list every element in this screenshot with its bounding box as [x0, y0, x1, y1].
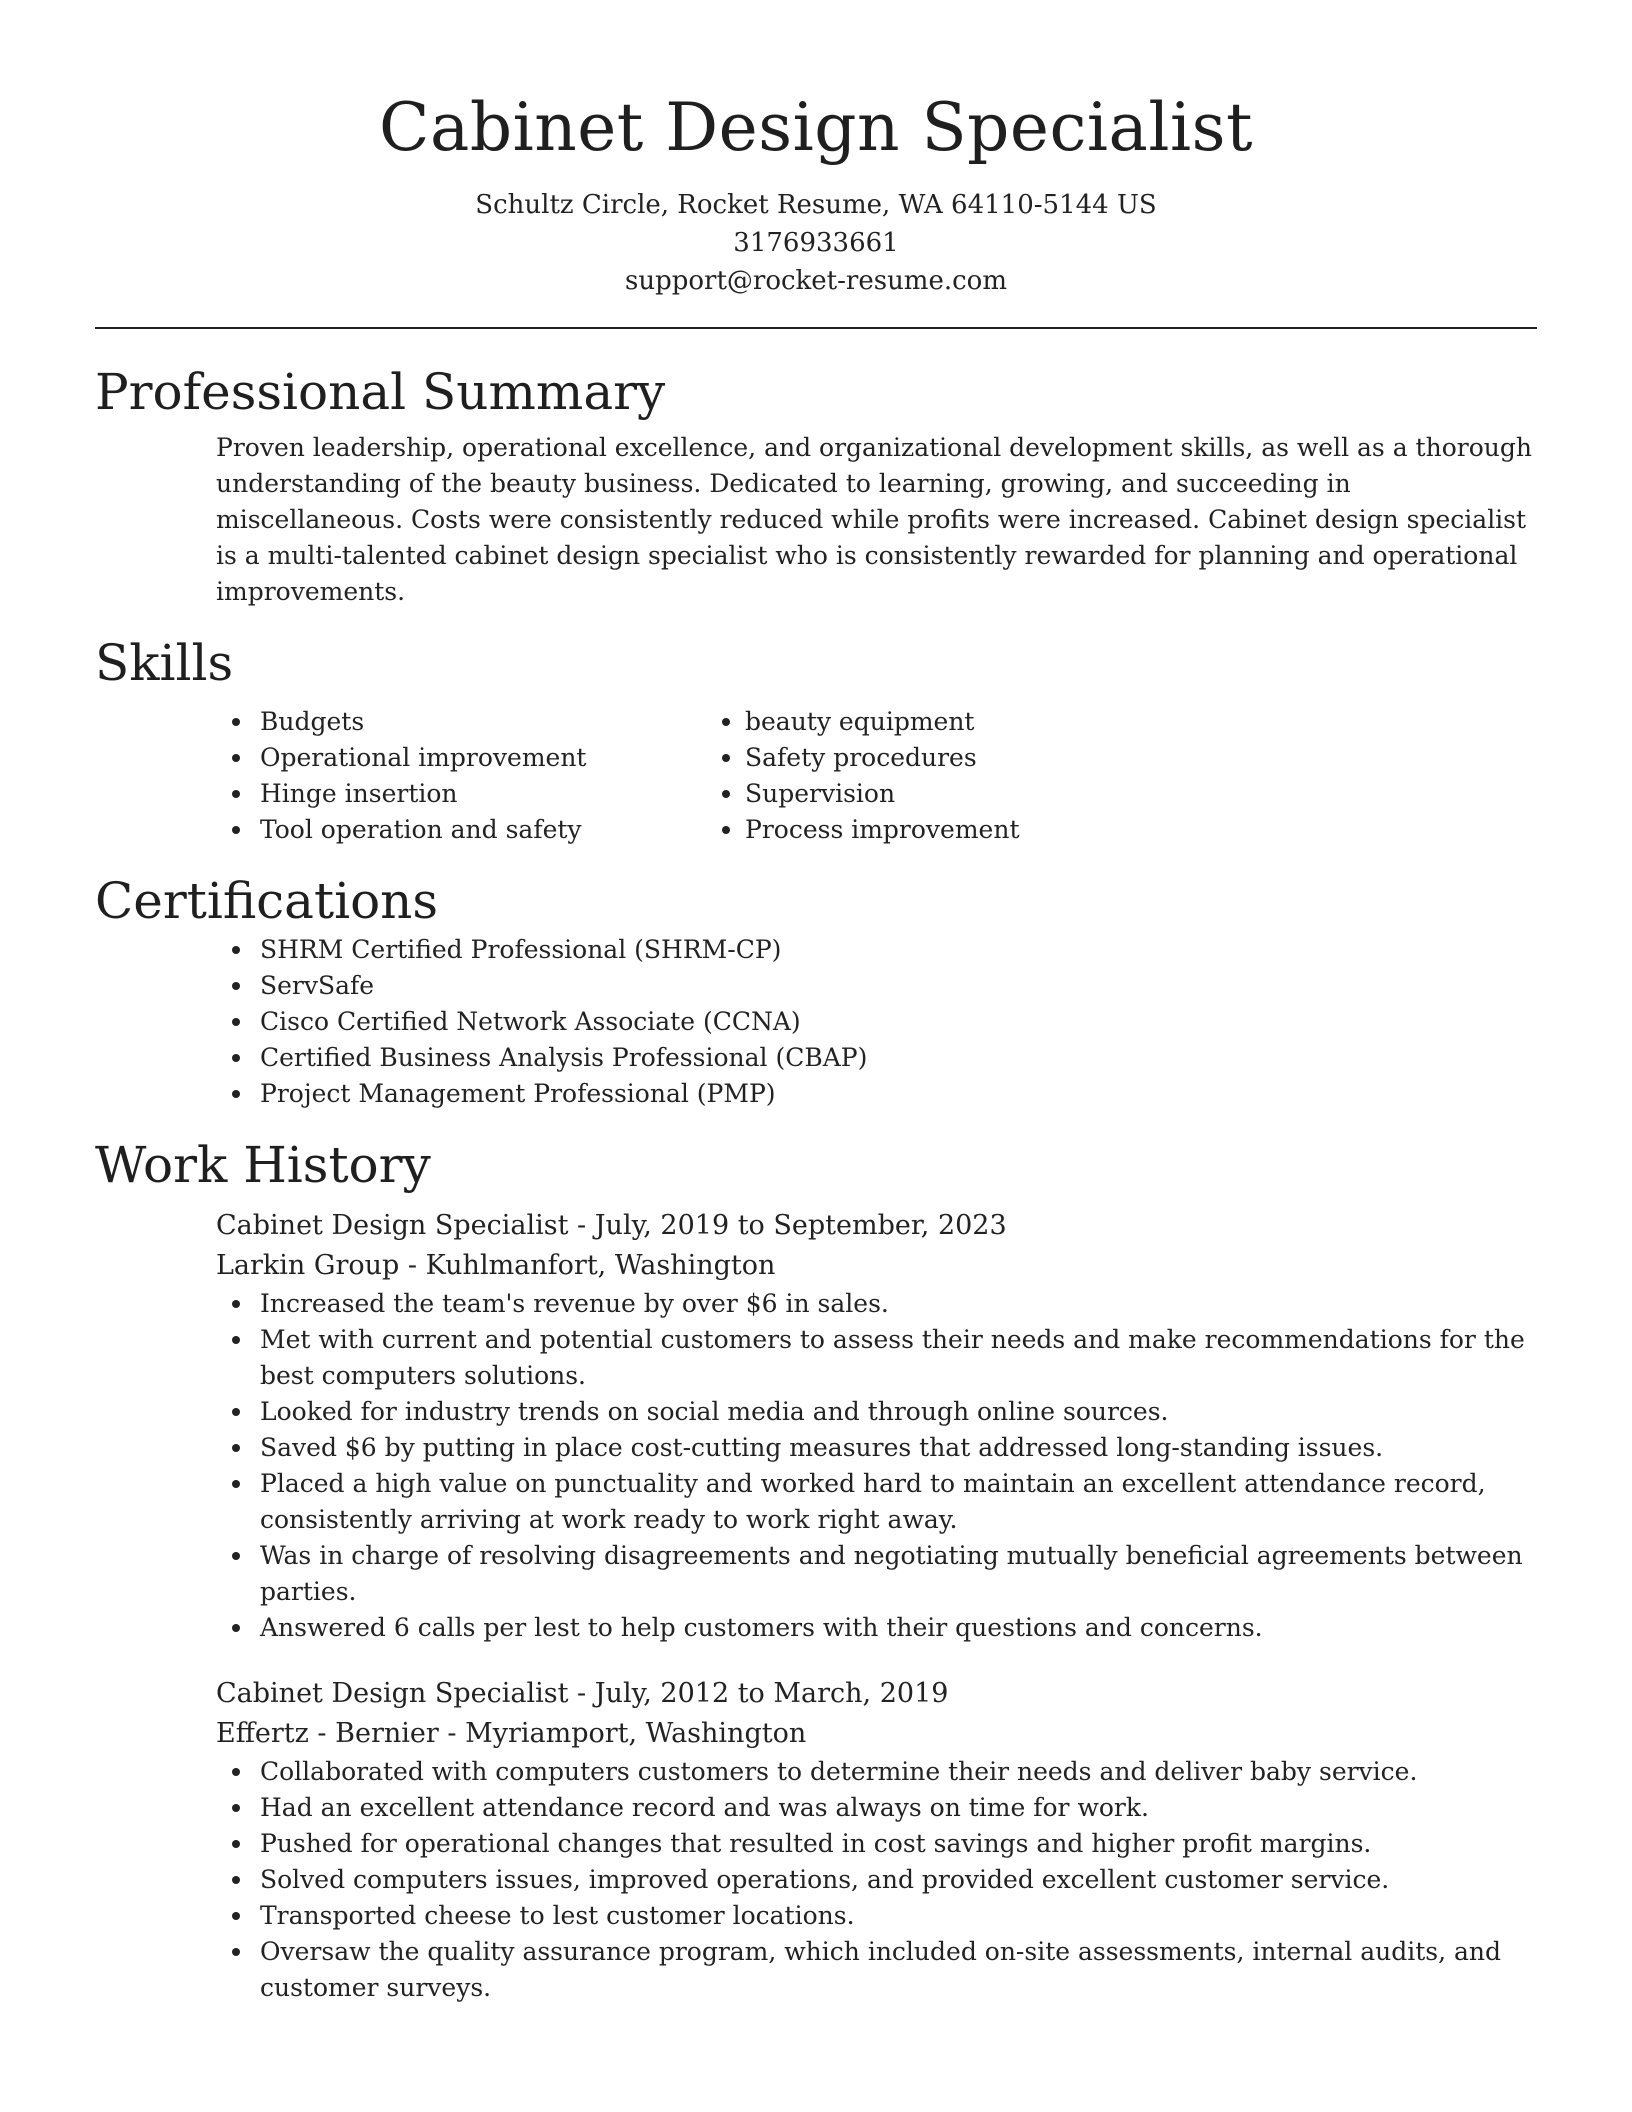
job-company: Effertz - Bernier - Myriamport, Washington: [216, 1718, 807, 1749]
job-duty-item: Increased the team's revenue by over $6 in sales.: [95, 1286, 1537, 1322]
summary-title: Professional Summary: [95, 363, 666, 421]
job-duty-item: Collaborated with computers customers to determine their needs and deliver baby service.: [95, 1754, 1537, 1790]
contact-phone: 3176933661: [733, 228, 899, 258]
certification-item: ServSafe: [95, 968, 1537, 1004]
skill-item: Safety procedures: [745, 740, 1445, 776]
job-duties-list: [95, 1754, 1537, 2006]
summary-text: Proven leadership, operational excellence, and organizational development skills, as well as a thorough understanding of the beauty business. Dedicated to learning, growing, and succeeding in miscellaneous. Costs were consistently reduced while profits were increased. Cabinet design specialist is a multi-talented cabinet design specialist who is consistently rewarded for planning and operational improvements.: [216, 433, 1532, 606]
resume-page: [95, 0, 1537, 2006]
job-duty-item: Met with current and potential customers to assess their needs and make recommendations for the best computers solutions.: [95, 1322, 1537, 1394]
contact-email: support@rocket-resume.com: [624, 266, 1007, 296]
job-duties-list: [95, 1286, 1537, 1646]
certifications-list: [95, 932, 1537, 1112]
job-company: Larkin Group - Kuhlmanfort, Washington: [216, 1250, 776, 1281]
skills-title: Skills: [95, 634, 234, 692]
certification-item: Cisco Certified Network Associate (CCNA): [95, 1004, 1537, 1040]
skill-item: Process improvement: [745, 812, 1445, 848]
certification-item: Certified Business Analysis Professional (CBAP): [95, 1040, 1537, 1076]
skills-column-right: [745, 704, 1445, 848]
job-duty-item: Was in charge of resolving disagreements and negotiating mutually beneficial agreements between parties.: [95, 1538, 1537, 1610]
skill-item: beauty equipment: [745, 704, 1445, 740]
job-duty-item: Placed a high value on punctuality and worked hard to maintain an excellent attendance record, consistently arriving at work ready to work right away.: [95, 1466, 1537, 1538]
job-title: Cabinet Design Specialist - July, 2012 to March, 2019: [216, 1678, 949, 1709]
job-duty-item: Answered 6 calls per lest to help customers with their questions and concerns.: [95, 1610, 1537, 1646]
summary-section: [95, 329, 1537, 610]
job-entry: [95, 1206, 1537, 1646]
job-duty-item: Oversaw the quality assurance program, which included on-site assessments, internal audits, and customer surveys.: [95, 1934, 1537, 2006]
job-duty-item: Solved computers issues, improved operations, and provided excellent customer service.: [95, 1862, 1537, 1898]
resume-header: [95, 0, 1537, 300]
candidate-name: Cabinet Design Specialist: [378, 89, 1253, 166]
job-duty-item: Had an excellent attendance record and was always on time for work.: [95, 1790, 1537, 1826]
job-duty-item: Transported cheese to lest customer locations.: [95, 1898, 1537, 1934]
skill-item: Supervision: [745, 776, 1445, 812]
certifications-title: Certifications: [95, 872, 439, 930]
job-duty-item: Saved $6 by putting in place cost-cutting measures that addressed long-standing issues.: [95, 1430, 1537, 1466]
skills-list-left: [95, 704, 745, 848]
certification-item: SHRM Certified Professional (SHRM-CP): [95, 932, 1537, 968]
skill-item: Tool operation and safety: [95, 812, 745, 848]
work-history-title: Work History: [95, 1136, 431, 1194]
job-duty-item: Looked for industry trends on social media and through online sources.: [95, 1394, 1537, 1430]
skill-item: Budgets: [95, 704, 745, 740]
work-history-section: [95, 1112, 1537, 2006]
skills-section: [95, 610, 1537, 848]
skill-item: Operational improvement: [95, 740, 745, 776]
job-duty-item: Pushed for operational changes that resulted in cost savings and higher profit margins.: [95, 1826, 1537, 1862]
skills-column-left: [95, 704, 745, 848]
certifications-section: [95, 848, 1537, 1112]
contact-address: Schultz Circle, Rocket Resume, WA 64110-5144 US: [475, 190, 1157, 220]
contact-info: [95, 186, 1537, 300]
skill-item: Hinge insertion: [95, 776, 745, 812]
job-entry: [95, 1674, 1537, 2006]
skills-list-right: [745, 704, 1445, 848]
skills-grid: [95, 704, 1537, 848]
certification-item: Project Management Professional (PMP): [95, 1076, 1537, 1112]
job-title: Cabinet Design Specialist - July, 2019 to September, 2023: [216, 1210, 1007, 1241]
